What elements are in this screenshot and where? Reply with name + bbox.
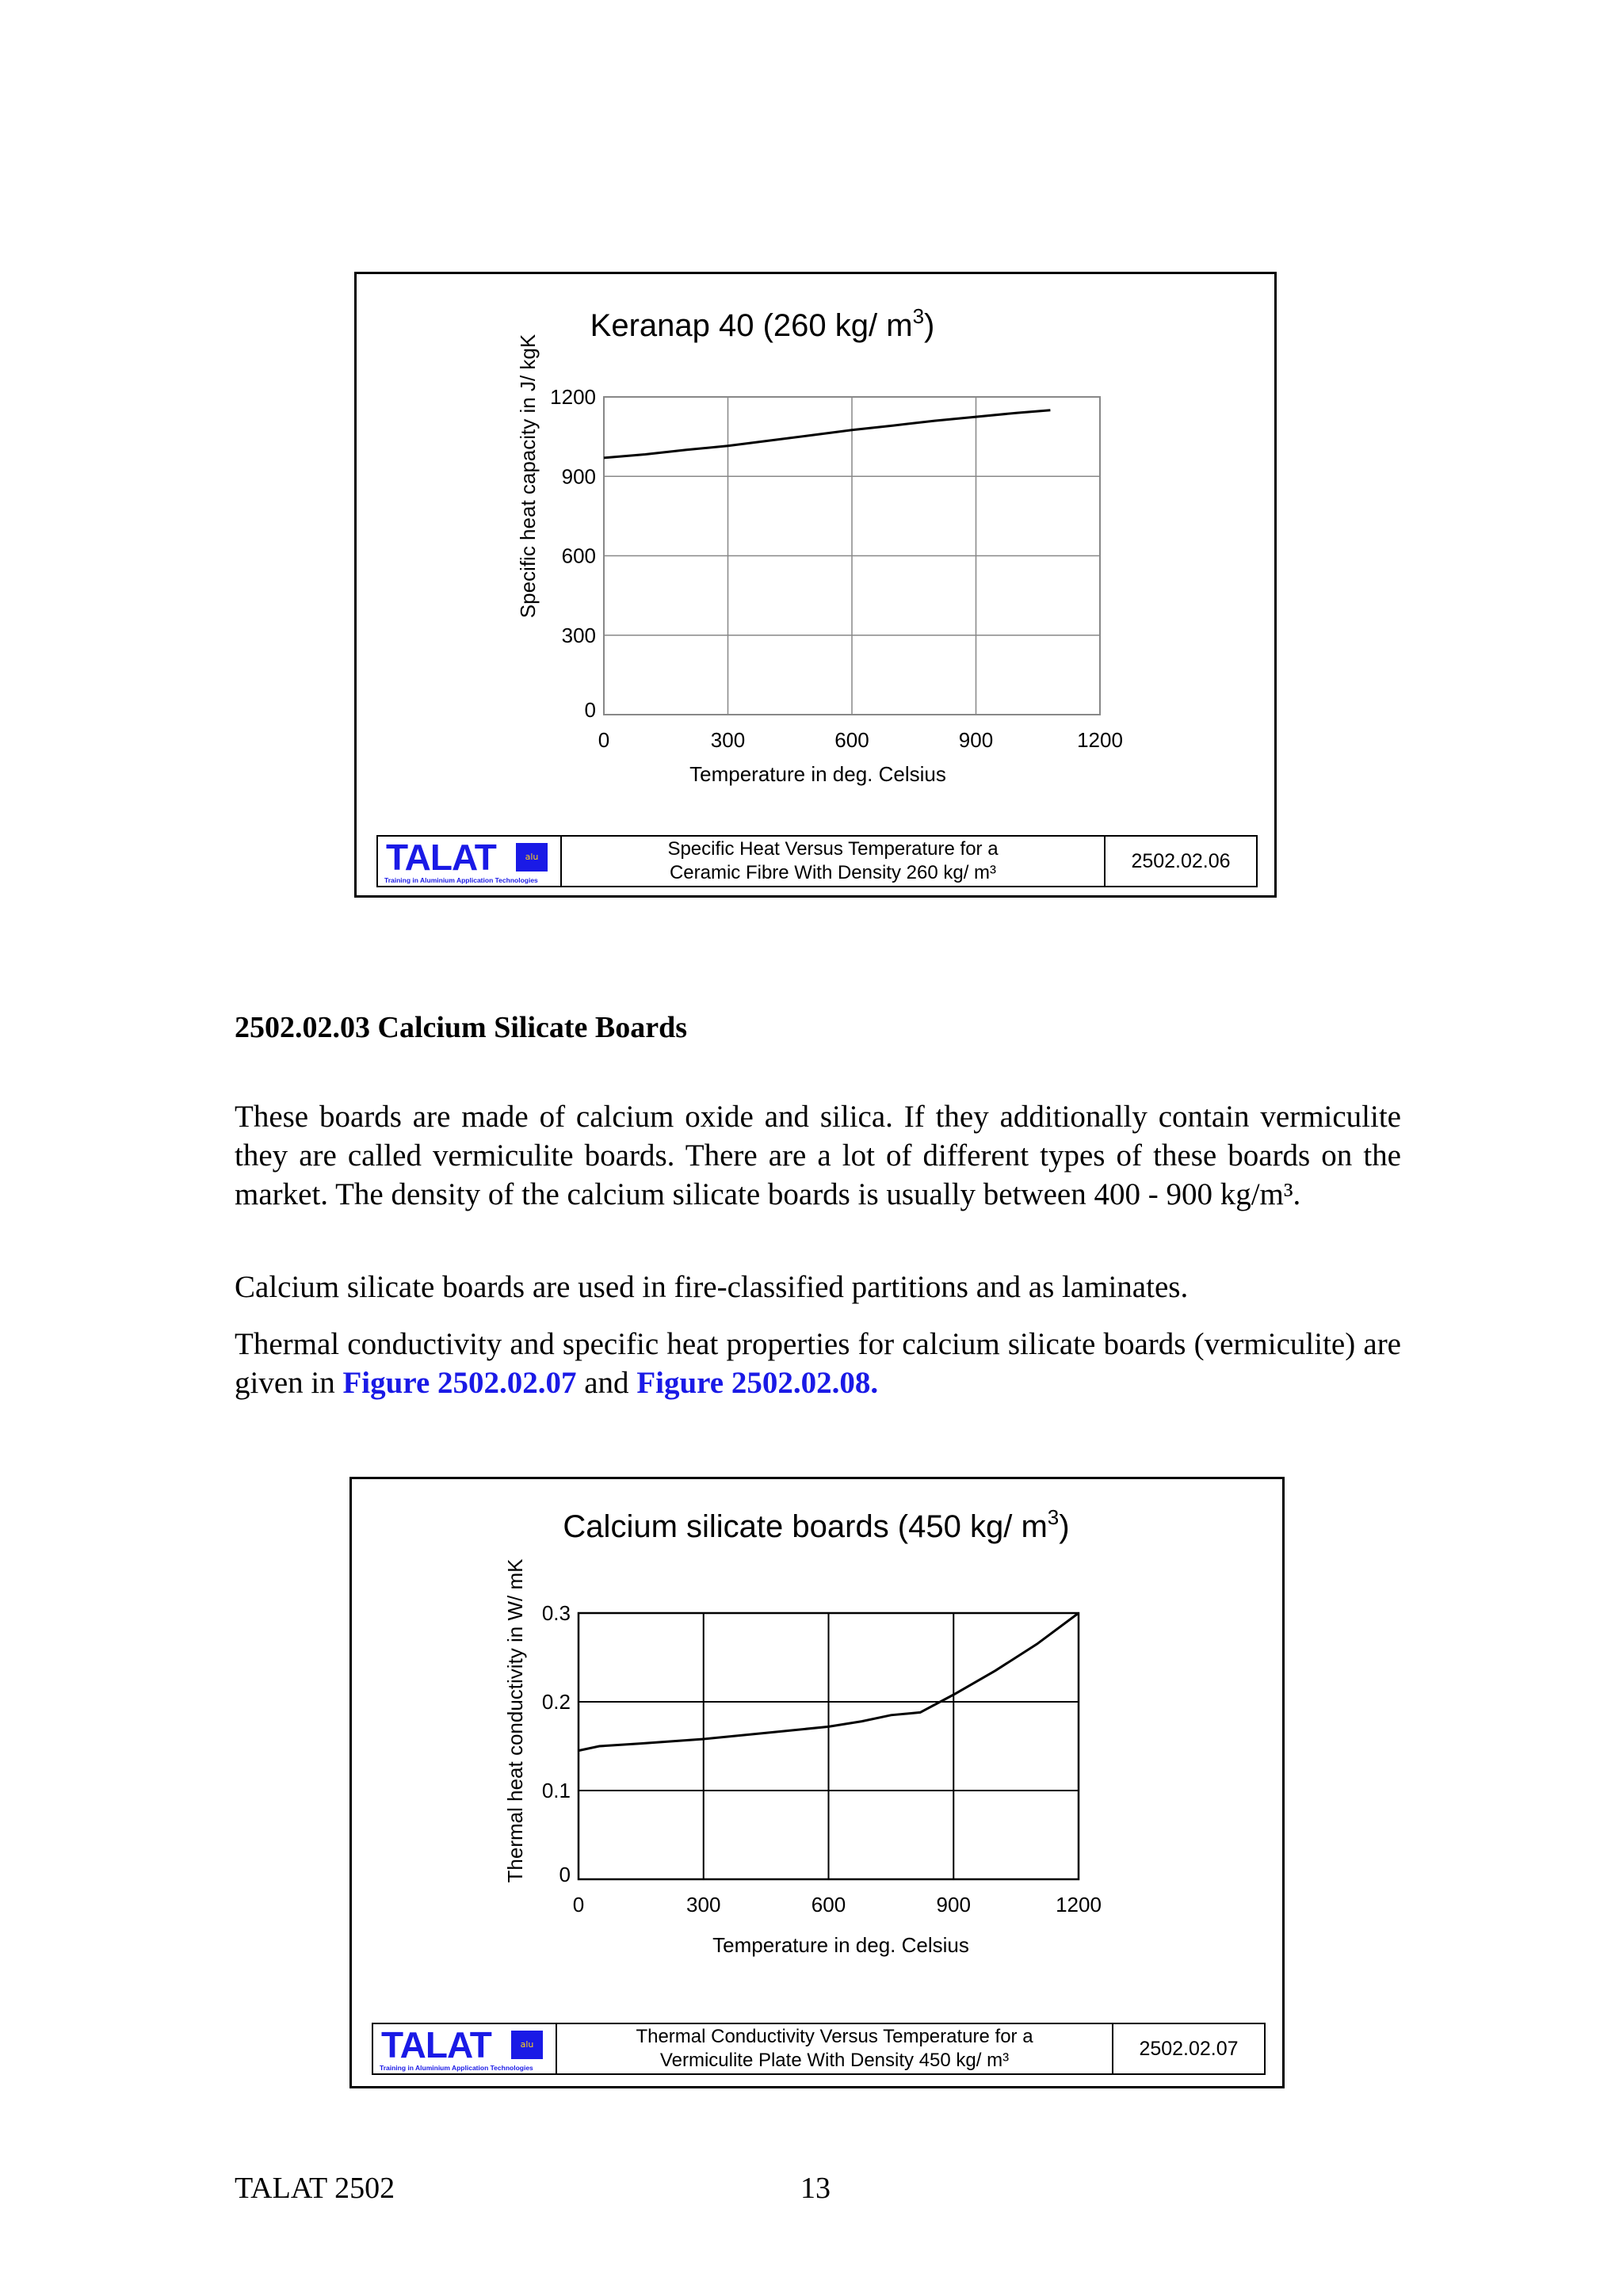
x-tick-label: 300 — [710, 728, 746, 752]
y-tick-label: 0 — [584, 698, 596, 722]
paragraph-text: and — [576, 1366, 637, 1400]
logo-badge: alu — [525, 852, 539, 862]
eu-flag-icon — [516, 843, 548, 871]
talat-logo — [378, 837, 562, 886]
x-tick-label: 0 — [572, 1893, 585, 1917]
caption-line-1: Thermal Conductivity Versus Temperature for a — [636, 2026, 1033, 2047]
figure-link-07[interactable]: Figure 2502.02.07 — [342, 1366, 577, 1400]
x-tick-label: 300 — [686, 1893, 721, 1917]
section-heading: 2502.02.03 Calcium Silicate Boards — [235, 1011, 688, 1044]
x-tick-label: 1200 — [1056, 1893, 1102, 1917]
y-tick-label: 0.1 — [541, 1779, 571, 1802]
figure-footer — [372, 2023, 1266, 2075]
x-tick-label: 900 — [958, 728, 994, 752]
paragraph-text: Thermal conductivity and specific heat properties for calcium silicate boards (vermiculite) are given in — [235, 1327, 1401, 1400]
paragraph-usage: Calcium silicate boards are used in fire-classified partitions and as laminates. — [235, 1270, 1189, 1304]
y-axis-label: Thermal heat conductivity in W/ mK — [503, 1558, 527, 1883]
figure-code: 2502.02.06 — [1131, 849, 1231, 872]
caption-line-2: Vermiculite Plate With Density 450 kg/ m³ — [659, 2050, 1010, 2071]
caption-line-2: Ceramic Fibre With Density 260 kg/ m³ — [669, 862, 997, 883]
chart-thermal-conductivity — [352, 1479, 1287, 2018]
y-tick-label: 1200 — [550, 385, 596, 409]
paragraph-composition: These boards are made of calcium oxide and silica. If they additionally contain vermiculite they are called vermiculite boards. There are a lot of different types of these boards on the market. The density of the calcium silicate boards is usually between 400 - 900 kg/m³. — [235, 1100, 1401, 1211]
y-tick-label: 0.2 — [541, 1690, 571, 1714]
figure-link-08[interactable]: Figure 2502.02.08. — [636, 1366, 879, 1400]
y-axis-label: Specific heat capacity in J/ kgK — [516, 334, 540, 619]
page-footer-document: TALAT 2502 — [235, 2172, 395, 2205]
talat-logo — [373, 2024, 557, 2073]
x-axis-label: Temperature in deg. Celsius — [689, 762, 946, 786]
y-tick-label: 900 — [561, 464, 596, 489]
logo-badge: alu — [520, 2039, 534, 2050]
figure-code: 2502.02.07 — [1139, 2037, 1239, 2060]
chart-title: Calcium silicate boards (450 kg/ $m^3$) — [563, 1505, 1070, 1544]
caption-line-1: Specific Heat Versus Temperature for a — [667, 838, 999, 860]
eu-flag-icon — [511, 2031, 543, 2059]
talat-logo-word: TALAT — [386, 837, 496, 878]
x-tick-label: 1200 — [1077, 728, 1123, 752]
x-tick-label: 900 — [936, 1893, 971, 1917]
figure-thermal-conductivity — [349, 1477, 1285, 2088]
paragraph-figures — [235, 1325, 1401, 1402]
x-tick-label: 600 — [834, 728, 869, 752]
talat-tagline: Training in Aluminium Application Technologies — [384, 876, 538, 884]
series-line — [604, 410, 1050, 458]
y-tick-label: 0 — [559, 1863, 571, 1886]
figure-specific-heat — [354, 272, 1277, 898]
talat-tagline: Training in Aluminium Application Technologies — [380, 2064, 533, 2072]
x-tick-label: 0 — [598, 728, 610, 752]
talat-logo-word: TALAT — [381, 2024, 491, 2065]
y-tick-label: 0.3 — [541, 1601, 571, 1625]
chart-specific-heat — [357, 274, 1279, 829]
figure-caption — [557, 2024, 1113, 2073]
figure-footer — [376, 835, 1258, 887]
y-tick-label: 600 — [561, 543, 596, 568]
figure-caption — [562, 837, 1106, 886]
chart-title: Keranap 40 (260 kg/ $m^3$) — [590, 304, 935, 343]
x-axis-label: Temperature in deg. Celsius — [712, 1933, 969, 1957]
x-tick-label: 600 — [811, 1893, 846, 1917]
y-tick-label: 300 — [561, 623, 596, 647]
page-number: 13 — [800, 2172, 831, 2205]
